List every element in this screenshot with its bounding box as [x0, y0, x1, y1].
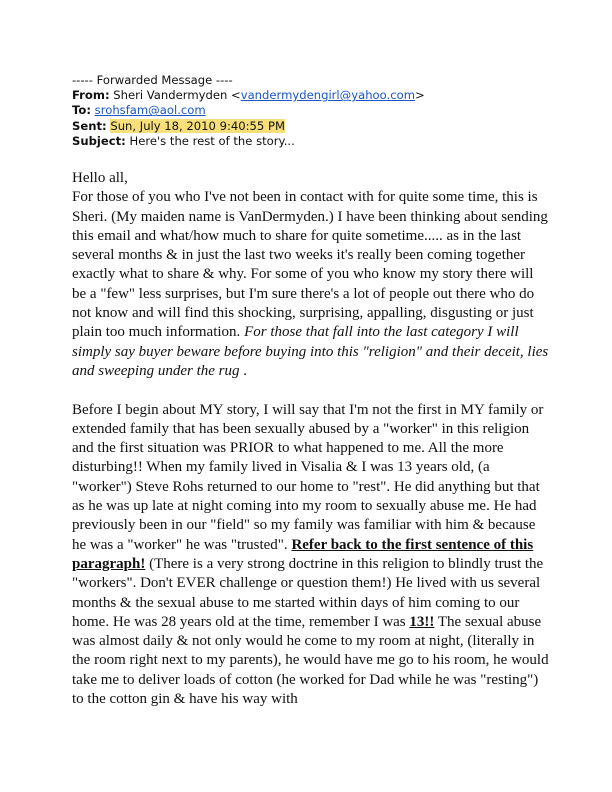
paragraph-2	[72, 401, 550, 710]
sent-date-highlight: Sun, July 18, 2010 9:40:55 PM	[110, 118, 285, 133]
paragraph-2-text-b: (There is a very strong doctrine in this religion to blindly trust the "workers". Don't EVER challenge or question them!) He lived with us several months & the sexual abuse to me started within days of him coming to our home. He was 28 years old at the time, remember I was	[72, 555, 544, 630]
to-label: To:	[72, 103, 91, 118]
paragraph-gap	[72, 381, 550, 400]
to-line	[72, 103, 572, 118]
paragraph-1	[72, 188, 550, 381]
paragraph-2-bold-age: 13!!	[409, 613, 435, 630]
sent-line	[72, 119, 572, 134]
from-label: From:	[72, 88, 110, 103]
email-header	[72, 73, 572, 149]
forwarded-line: ----- Forwarded Message ----	[72, 73, 233, 87]
paragraph-1-text: For those of you who I've not been in contact with for quite some time, this is Sheri. (My maiden name is VanDermyden.) I have been thinking about sending this email and what/how much to share for quite sometime..... as in the last several months & in just the last two weeks it's really been coming together exactly what to share & why. For some of you who know my story there will be a "few" less surprises, but I'm sure there's a lot of people out there who do not know and will find this shocking, surprising, appalling, disgusting or just plain too much information.	[72, 189, 548, 341]
email-body	[72, 169, 550, 709]
from-close: >	[415, 88, 425, 103]
paragraph-1-italic: For those that fall into the last category I will simply say buyer beware before buying into this "religion" and their deceit, lies and sweeping under the rug	[72, 324, 549, 379]
subject-line	[72, 134, 572, 149]
to-email-link[interactable]: srohsfam@aol.com	[94, 103, 206, 118]
subject-label: Subject:	[72, 133, 126, 148]
paragraph-2-text-a: Before I begin about MY story, I will say that I'm not the first in MY family or extended family that has been sexually abused by a "worker" in this religion and the first situation was PRIOR to what happened to me. All the more disturbing!! When my family lived in Visalia & I was 13 years old, (a "worker") Steve Rohs returned to our home to "rest". He did anything but that as he was up late at night coming into my room to sexually abuse me. He had previously been in our "field" so my family was familiar with him & because he was a "worker" he was "trusted".	[72, 401, 544, 553]
subject-value: Here's the rest of the story...	[129, 133, 295, 148]
paragraph-2-bold-underline: Refer back to the first sentence of this paragraph!	[72, 536, 534, 572]
from-line	[72, 88, 572, 103]
paragraph-1-end: .	[239, 362, 247, 379]
from-name: Sheri Vandermyden <	[113, 88, 241, 103]
from-email-link[interactable]: vandermydengirl@yahoo.com	[240, 88, 415, 103]
sent-label: Sent:	[72, 118, 107, 133]
greeting: Hello all,	[72, 170, 128, 186]
paragraph-2-text-c: The sexual abuse was almost daily & not only would he come to my room at night, (literally in the room right next to my parents), he would have me go to his room, he would take me to deliver loads of cotton (he worked for Dad while he was "resting") to the cotton gin & have his way with	[72, 613, 549, 708]
